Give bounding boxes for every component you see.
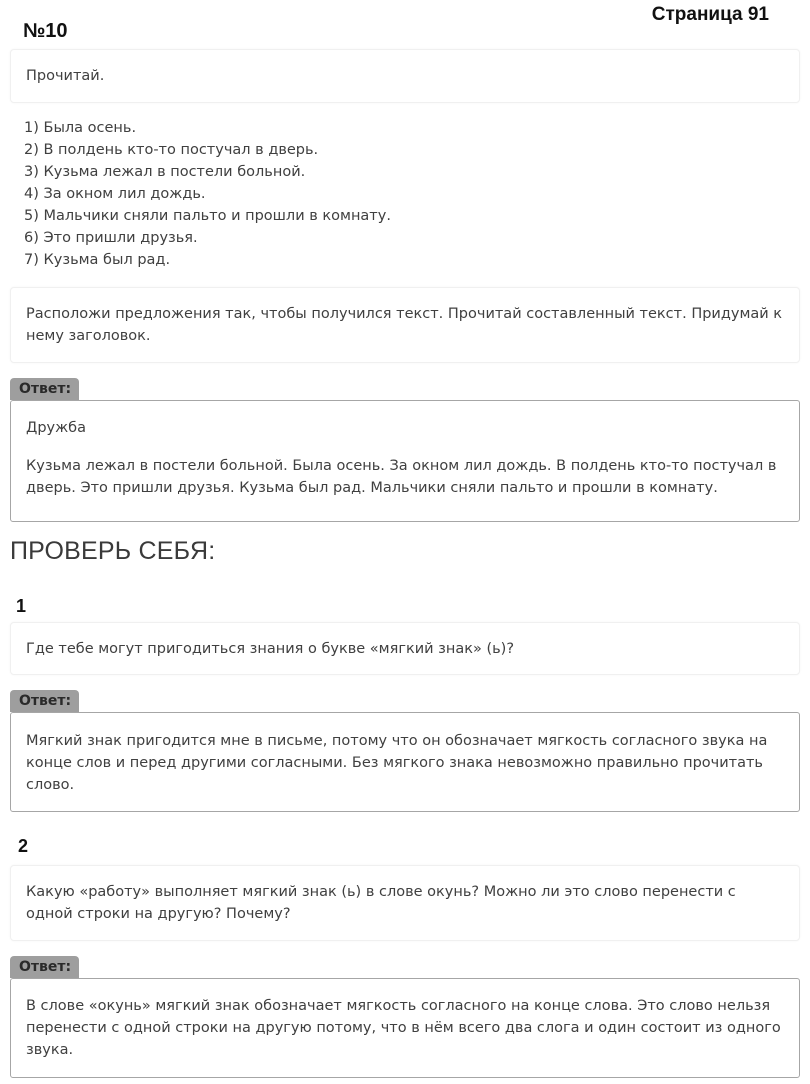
question-text: Где тебе могут пригодиться знания о букве «мягкий знак» (ь)? xyxy=(26,641,515,657)
page-label: Страница 91 xyxy=(651,4,769,25)
sentence-list xyxy=(24,117,391,271)
answer-text: В слове «окунь» мягкий знак обозначает мягкость согласного на конце слова. Это слово нельзя перенести с одной строки на другую потому, что в нём всего два слога и один состоит из одного звука. xyxy=(26,998,781,1058)
answer-title: Дружба xyxy=(26,420,87,436)
answer-box xyxy=(10,978,800,1078)
answer-box xyxy=(10,400,800,522)
list-item: 4) За окном лил дождь. xyxy=(24,186,206,202)
question-card xyxy=(10,865,800,941)
answer-label: Ответ: xyxy=(10,690,79,712)
answer-text: Мягкий знак пригодится мне в письме, потому что он обозначает мягкость согласного звука на конце слов и перед другими согласными. Без мягкого знака невозможно правильно прочитать слово. xyxy=(26,733,768,793)
question-number: 1 xyxy=(16,596,27,616)
list-item: 3) Кузьма лежал в постели больной. xyxy=(24,164,306,180)
assignment-text: Расположи предложения так, чтобы получился текст. Прочитай составленный текст. Придумай к нему заголовок. xyxy=(26,306,783,344)
list-item: 2) В полдень кто-то постучал в дверь. xyxy=(24,142,319,158)
list-item: 6) Это пришли друзья. xyxy=(24,230,198,246)
answer-label: Ответ: xyxy=(10,956,79,978)
list-item: 5) Мальчики сняли пальто и прошли в комнату. xyxy=(24,208,391,224)
answer-label: Ответ: xyxy=(10,378,79,400)
question-text: Какую «работу» выполняет мягкий знак (ь) в слове окунь? Можно ли это слово перенести с одной строки на другую? Почему? xyxy=(26,884,736,922)
question-card xyxy=(10,622,800,675)
answer-text: Кузьма лежал в постели больной. Была осень. За окном лил дождь. В полдень кто-то постучал в дверь. Это пришли друзья. Кузьма был рад. Мальчики сняли пальто и прошли в комнату. xyxy=(26,458,777,496)
assignment-card xyxy=(10,287,800,363)
list-item: 7) Кузьма был рад. xyxy=(24,252,171,268)
instruction-text: Прочитай. xyxy=(26,68,105,84)
instruction-card xyxy=(10,49,800,103)
list-item: 1) Была осень. xyxy=(24,120,137,136)
answer-box xyxy=(10,712,800,812)
task-number: №10 xyxy=(23,20,68,42)
section-title: ПРОВЕРЬ СЕБЯ: xyxy=(10,537,216,565)
question-number: 2 xyxy=(18,836,29,856)
